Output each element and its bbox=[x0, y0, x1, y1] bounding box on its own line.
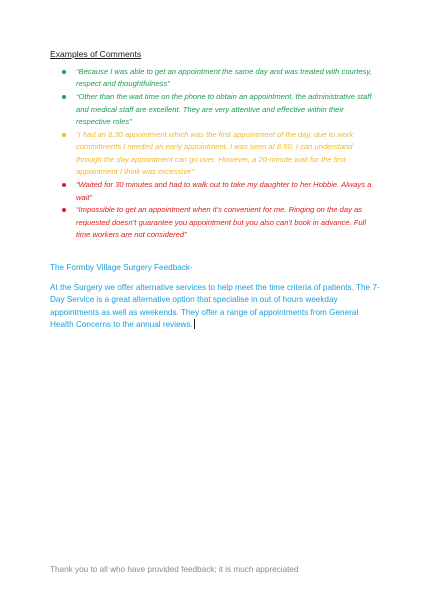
comment-text: “Other than the wait time on the phone to obtain an appointment, the administrative staff and medical staff are excellent. They are very attentive and effective within their respective roles” bbox=[76, 92, 372, 127]
comment-item bbox=[62, 66, 372, 91]
bullet-icon bbox=[62, 133, 66, 137]
comment-text: “Waited for 30 minutes and had to walk out to take my daughter to her Hobbie. Always a wait” bbox=[76, 180, 372, 202]
text-cursor bbox=[194, 319, 195, 329]
comment-item bbox=[62, 179, 372, 204]
comment-text: “Because I was able to get an appointment the same day and was treated with courtesy, respect and thoughtfulness” bbox=[76, 67, 372, 89]
comments-list bbox=[62, 66, 372, 242]
surgery-feedback-title: The Formby Village Surgery Feedback- bbox=[50, 263, 193, 272]
examples-heading: Examples of Comments bbox=[50, 49, 142, 59]
comment-item bbox=[62, 129, 372, 179]
bullet-icon bbox=[62, 183, 66, 187]
footer-note: Thank you to all who have provided feedback; it is much appreciated bbox=[50, 565, 299, 574]
comment-text: “I had an 8.30 appointment which was the first appointment of the day, due to work commitments I needed an early appointment. I was seen at 8.50. I can understand through the day appointment can go over. However, a 20-minute wait for the first appointment I think was excessive” bbox=[76, 130, 354, 177]
surgery-feedback-text: At the Surgery we offer alternative services to help meet the time criteria of patients. The 7-Day Service is a great alternative option that specialise in out of hours weekday appointments as well as weekends. They offer a range of appointments from General Health Concerns to the annual reviews. bbox=[50, 283, 380, 329]
comment-item bbox=[62, 91, 372, 128]
comment-item bbox=[62, 204, 372, 241]
comment-text: “Impossible to get an appointment when it’s convenient for me. Ringing on the day as requested doesn’t guarantee you appointment but you also can’t book in advance. Full time workers are not considered” bbox=[76, 205, 367, 240]
bullet-icon bbox=[62, 208, 66, 212]
bullet-icon bbox=[62, 95, 66, 99]
surgery-feedback-body[interactable] bbox=[50, 282, 382, 331]
bullet-icon bbox=[62, 70, 66, 74]
